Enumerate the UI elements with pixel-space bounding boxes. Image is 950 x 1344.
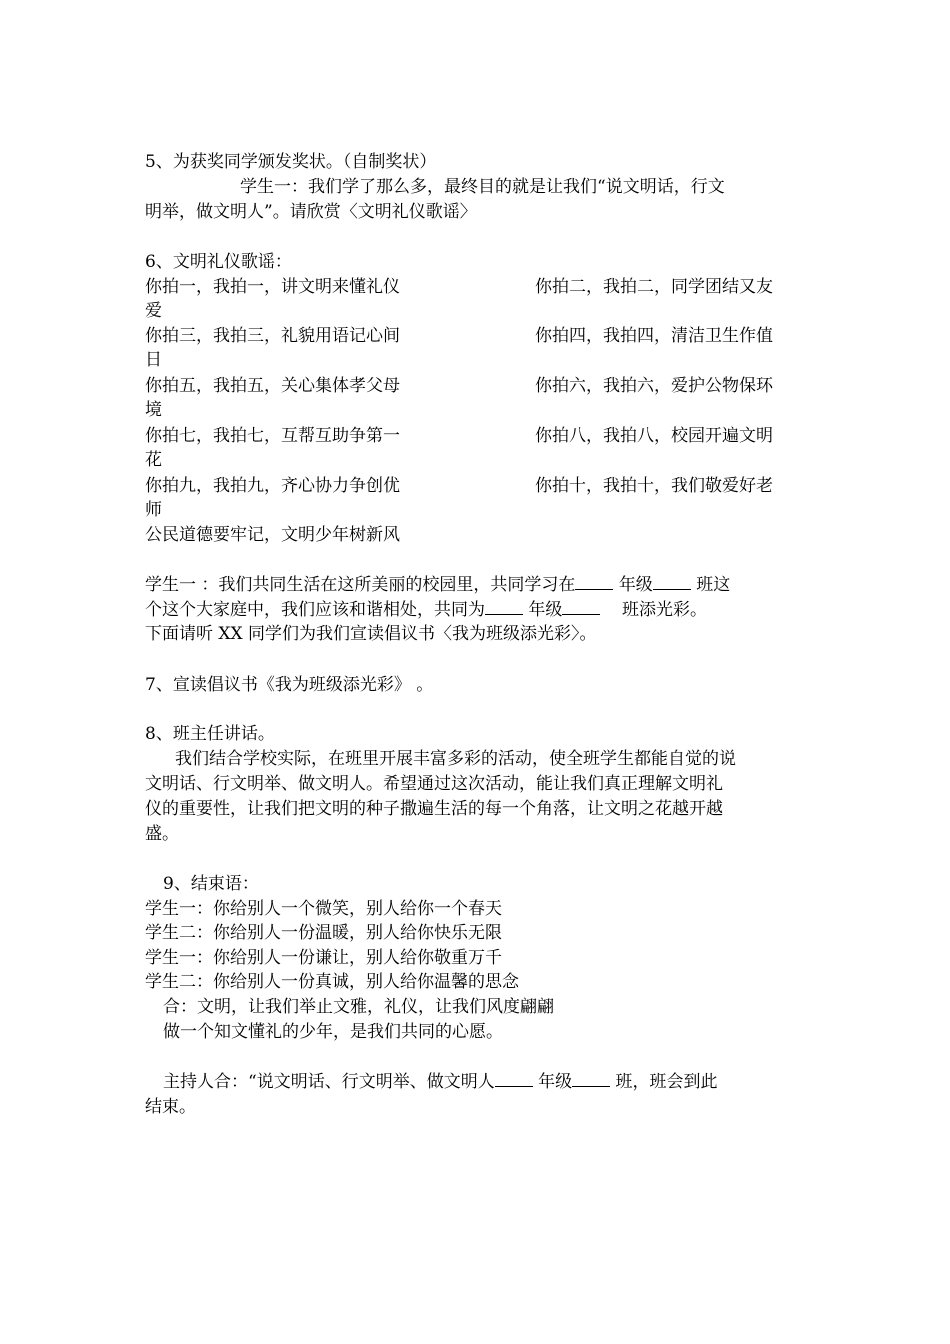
section8-p1: 我们结合学校实际，在班里开展丰富多彩的活动，使全班学生都能自觉的说: [175, 749, 736, 769]
rhyme-closing: 公民道德要牢记，文明少年树新风: [145, 525, 400, 545]
rhyme-wrap-3: 境: [145, 400, 162, 420]
section8-p2: 文明话、行文明举、做文明人。希望通过这次活动，能让我们真正理解文明礼: [145, 774, 723, 794]
closing-line-1: 学生一：你给别人一个微笑，别人给你一个春天: [145, 899, 502, 919]
rhyme-right-2: 你拍四，我拍四，清洁卫生作值: [535, 326, 773, 346]
section5-line1: 学生一：我们学了那么多，最终目的就是让我们“说文明话，行文: [240, 177, 725, 197]
rhyme-wrap-4: 花: [145, 450, 162, 470]
section8-heading: 8、班主任讲话。: [145, 724, 275, 744]
section9-heading: 9、结束语：: [163, 874, 259, 894]
rhyme-left-1: 你拍一，我拍一，讲文明来懂礼仪: [145, 277, 400, 297]
rhyme-wrap-2: 日: [145, 350, 162, 370]
rhyme-right-5: 你拍十，我拍十，我们敬爱好老: [535, 476, 773, 496]
grade-blank: [495, 1070, 533, 1087]
intro-line1-text-c: 班这: [696, 575, 731, 595]
intro-line2-text-c: 班添光彩。: [622, 600, 708, 620]
intro-line1-text-b: 年级: [618, 575, 653, 595]
intro-line1-text-a: 学生一 ：我们共同生活在这所美丽的校园里，共同学习在: [145, 575, 576, 595]
section7-heading: 7、宣读倡议书《我为班级添光彩》 。: [145, 675, 434, 695]
section8-p3: 仪的重要性，让我们把文明的种子撒遍生活的每一个角落，让文明之花越开越: [145, 799, 723, 819]
closing-line-3: 学生一：你给别人一份谦让，别人给你敬重万千: [145, 948, 502, 968]
intro-line2-text-b: 年级: [528, 600, 563, 620]
host-text-b: 年级: [538, 1072, 573, 1092]
section5-line2: 明举，做文明人”。请欣赏〈文明礼仪歌谣〉: [145, 202, 477, 222]
rhyme-right-1: 你拍二，我拍二，同学团结又友: [535, 277, 773, 297]
host-text-c: 班，班会到此: [615, 1072, 718, 1092]
rhyme-wrap-1: 爱: [145, 301, 162, 321]
rhyme-left-3: 你拍五，我拍五，关心集体孝父母: [145, 376, 400, 396]
intro-line1: [145, 573, 730, 597]
section8-p4: 盛。: [145, 824, 179, 844]
class-blank: [562, 598, 600, 615]
class-blank: [653, 573, 691, 590]
rhyme-left-4: 你拍七，我拍七，互帮互助争第一: [145, 426, 400, 446]
grade-blank: [575, 573, 613, 590]
rhyme-right-3: 你拍六，我拍六，爱护公物保环: [535, 376, 773, 396]
section5-heading: 5、为获奖同学颁发奖状。（自制奖状）: [145, 152, 437, 172]
closing-line-4: 学生二：你给别人一份真诚，别人给你温馨的思念: [145, 972, 519, 992]
together-line-1: 合：文明，让我们举止文雅，礼仪，让我们风度翩翩: [163, 997, 554, 1017]
intro-line2-text-a: 个这个大家庭中，我们应该和谐相处，共同为: [145, 600, 485, 620]
together-line-2: 做一个知文懂礼的少年，是我们共同的心愿。: [163, 1022, 503, 1042]
host-text-a: 主持人合：“说文明话、行文明举、做文明人: [163, 1072, 495, 1092]
rhyme-left-5: 你拍九，我拍九，齐心协力争创优: [145, 476, 400, 496]
host-line-end: 结束。: [145, 1097, 196, 1117]
rhyme-left-2: 你拍三，我拍三，礼貌用语记心间: [145, 326, 400, 346]
grade-blank: [485, 598, 523, 615]
intro-line2: [145, 598, 707, 622]
closing-line-2: 学生二：你给别人一份温暖，别人给你快乐无限: [145, 923, 502, 943]
host-line: [163, 1070, 718, 1094]
rhyme-wrap-5: 师: [145, 500, 162, 520]
rhyme-right-4: 你拍八，我拍八，校园开遍文明: [535, 426, 773, 446]
class-blank: [572, 1070, 610, 1087]
section6-heading: 6、文明礼仪歌谣：: [145, 252, 292, 272]
intro-line3: 下面请听 XX 同学们为我们宣读倡议书〈我为班级添光彩〉。: [145, 624, 597, 644]
